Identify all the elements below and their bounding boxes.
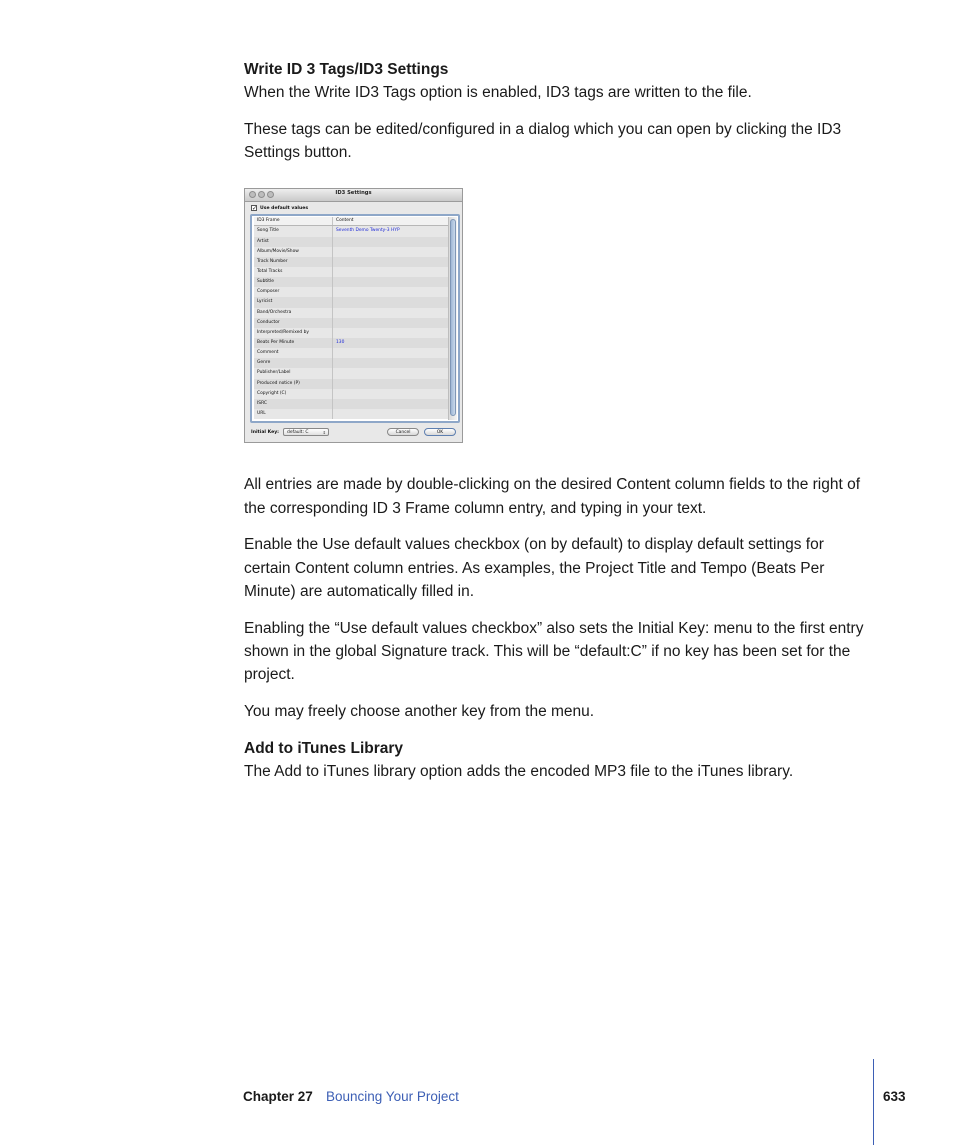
footer-divider xyxy=(873,1059,874,1145)
content-cell[interactable]: Seventh Demo Twenty-3 HYP xyxy=(336,228,400,234)
content-cell[interactable] xyxy=(333,308,450,318)
table-row[interactable] xyxy=(254,328,450,338)
frame-cell: Lyricist xyxy=(254,297,333,307)
content-cell[interactable] xyxy=(333,297,450,307)
page-content xyxy=(244,58,874,797)
frame-cell: Track Number xyxy=(254,257,333,267)
content-cell[interactable] xyxy=(333,287,450,297)
initial-key-label: Initial Key: xyxy=(251,429,280,435)
table-row[interactable] xyxy=(254,338,450,348)
table-row[interactable] xyxy=(254,389,450,399)
id3-table xyxy=(254,217,450,419)
table-row[interactable] xyxy=(254,308,450,318)
table-row[interactable] xyxy=(254,226,450,236)
section-heading-id3: Write ID 3 Tags/ID3 Settings xyxy=(244,61,449,78)
column-header-frame[interactable]: ID3 Frame xyxy=(254,217,333,225)
frame-cell: Song Title xyxy=(254,226,333,236)
frame-cell: Composer xyxy=(254,287,333,297)
table-row[interactable] xyxy=(254,247,450,257)
frame-cell: Genre xyxy=(254,358,333,368)
content-cell[interactable]: 130 xyxy=(336,339,345,345)
table-row[interactable] xyxy=(254,297,450,307)
content-cell[interactable] xyxy=(333,237,450,247)
column-header-content[interactable]: Content xyxy=(336,218,354,224)
id3-table-frame xyxy=(250,214,460,423)
footer-chapter-title-link[interactable]: Bouncing Your Project xyxy=(326,1089,459,1104)
frame-cell: Publisher/Label xyxy=(254,368,333,378)
table-row[interactable] xyxy=(254,399,450,409)
paragraph: When the Write ID3 Tags option is enabled, ID3 tags are written to the file. xyxy=(244,84,752,101)
table-row[interactable] xyxy=(254,409,450,419)
cancel-button[interactable]: Cancel xyxy=(387,428,419,436)
table-body xyxy=(254,226,450,419)
content-cell[interactable] xyxy=(333,267,450,277)
initial-key-popup[interactable] xyxy=(283,428,329,436)
frame-cell: URL xyxy=(254,409,333,419)
frame-cell: Conductor xyxy=(254,318,333,328)
table-row[interactable] xyxy=(254,287,450,297)
content-cell[interactable] xyxy=(333,318,450,328)
table-row[interactable] xyxy=(254,379,450,389)
table-row[interactable] xyxy=(254,257,450,267)
popup-arrows-icon: ⇕ xyxy=(322,430,327,436)
use-default-values-label: Use default values xyxy=(260,205,309,211)
frame-cell: Band/Orchestra xyxy=(254,308,333,318)
ok-button[interactable]: OK xyxy=(424,428,456,436)
table-row[interactable] xyxy=(254,237,450,247)
content-cell[interactable] xyxy=(333,247,450,257)
frame-cell: Copyright (C) xyxy=(254,389,333,399)
use-default-values-row[interactable] xyxy=(251,204,308,212)
content-cell[interactable] xyxy=(333,409,450,419)
content-cell[interactable] xyxy=(333,399,450,409)
scrollbar-thumb[interactable] xyxy=(450,219,456,416)
frame-cell: Beats Per Minute xyxy=(254,338,333,348)
paragraph: All entries are made by double-clicking on the desired Content column fields to the right of the corresponding ID 3 Frame column entry, and typing in your text. xyxy=(244,476,861,517)
table-header xyxy=(254,217,450,226)
dialog-title: ID3 Settings xyxy=(335,190,372,197)
paragraph: You may freely choose another key from the menu. xyxy=(244,703,595,721)
paragraph: Enable the Use default values checkbox (on by default) to display default settings for certain Content column entries. As examples, the Project Title and Tempo (Beats Per Minute) are automatically filled in. xyxy=(244,536,825,601)
table-row[interactable] xyxy=(254,368,450,378)
id3-settings-dialog xyxy=(244,188,463,443)
content-cell[interactable] xyxy=(333,257,450,267)
dialog-bottom-bar xyxy=(251,427,456,437)
content-cell[interactable] xyxy=(333,328,450,338)
footer-chapter: Chapter 27 xyxy=(243,1089,313,1104)
content-cell[interactable] xyxy=(333,389,450,399)
content-cell[interactable] xyxy=(333,368,450,378)
frame-cell: ISRC xyxy=(254,399,333,409)
paragraph: Enabling the “Use default values checkbox” also sets the Initial Key: menu to the first entry shown in the global Signature track. This will be “default:C” if no key has been set for the project. xyxy=(244,619,864,684)
frame-cell: Total Tracks xyxy=(254,267,333,277)
frame-cell: Comment xyxy=(254,348,333,358)
content-cell[interactable] xyxy=(333,379,450,389)
section-heading-itunes: Add to iTunes Library xyxy=(244,740,404,758)
initial-key-value: default: C xyxy=(287,430,309,436)
use-default-values-checkbox[interactable]: ✓ xyxy=(252,205,258,213)
frame-cell: Artist xyxy=(254,237,333,247)
table-row[interactable] xyxy=(254,267,450,277)
table-row[interactable] xyxy=(254,348,450,358)
paragraph: These tags can be edited/configured in a dialog which you can open by clicking the ID3 Settings button. xyxy=(244,120,842,162)
frame-cell: Produced notice (P) xyxy=(254,379,333,389)
table-row[interactable] xyxy=(254,318,450,328)
dialog-titlebar xyxy=(245,189,462,202)
frame-cell: Album/Movie/Show xyxy=(254,247,333,257)
content-cell[interactable] xyxy=(333,277,450,287)
content-cell[interactable] xyxy=(333,348,450,358)
table-scrollbar[interactable] xyxy=(448,217,457,420)
table-row[interactable] xyxy=(254,277,450,287)
table-row[interactable] xyxy=(254,358,450,368)
paragraph: The Add to iTunes library option adds the encoded MP3 file to the iTunes library. xyxy=(244,763,794,781)
page-number: 633 xyxy=(883,1089,906,1104)
frame-cell: Interpreted/Remixed by xyxy=(254,328,333,338)
frame-cell: Subtitle xyxy=(254,277,333,287)
content-cell[interactable] xyxy=(333,358,450,368)
